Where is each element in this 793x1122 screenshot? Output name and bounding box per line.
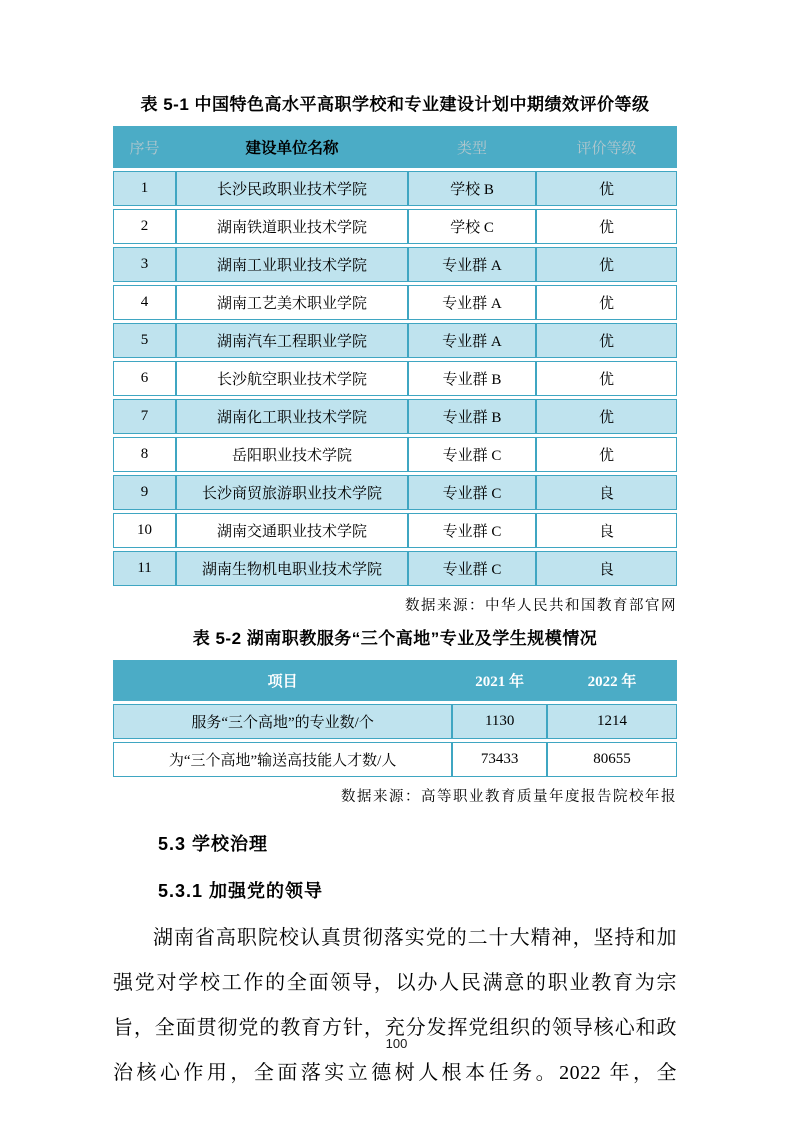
table-cell: 良: [536, 551, 677, 586]
table-cell: 湖南生物机电职业技术学院: [176, 551, 408, 586]
column-header: 评价等级: [536, 126, 677, 168]
table-cell: 专业群 B: [408, 361, 536, 396]
table-cell: 专业群 C: [408, 513, 536, 548]
table-cell: 长沙航空职业技术学院: [176, 361, 408, 396]
column-header: 2022 年: [547, 660, 677, 701]
section-heading-5-3: 5.3 学校治理: [158, 834, 269, 854]
table-cell: 8: [113, 437, 176, 472]
table-cell: 专业群 B: [408, 399, 536, 434]
table-cell: 专业群 C: [408, 475, 536, 510]
table-cell: 学校 B: [408, 171, 536, 206]
table-cell: 专业群 C: [408, 551, 536, 586]
column-header: 类型: [408, 126, 536, 168]
document-page: [113, 90, 677, 1096]
table-5-2-title: 表 5-2 湖南职教服务“三个高地”专业及学生规模情况: [192, 629, 598, 648]
table-row: [113, 323, 677, 358]
table-row: [113, 704, 677, 739]
table-row: [113, 209, 677, 244]
table-cell: 优: [536, 171, 677, 206]
table-row: [113, 513, 677, 548]
table-row: [113, 247, 677, 282]
table-cell: 优: [536, 247, 677, 282]
table-cell: 优: [536, 399, 677, 434]
table-row: [113, 399, 677, 434]
table-cell: 良: [536, 475, 677, 510]
table-cell: 1: [113, 171, 176, 206]
table-row: [113, 475, 677, 510]
table-row: [113, 285, 677, 320]
table-cell: 湖南铁道职业技术学院: [176, 209, 408, 244]
table-cell: 专业群 A: [408, 247, 536, 282]
column-header: 序号: [113, 126, 176, 168]
page-number: 100: [385, 1036, 408, 1051]
table-cell: 湖南工业职业技术学院: [176, 247, 408, 282]
table-cell: 10: [113, 513, 176, 548]
table-5-2-three-highlands-scale: [113, 657, 677, 780]
table-5-1-performance-ratings: [113, 123, 677, 589]
table-cell: 专业群 A: [408, 323, 536, 358]
table-row: [113, 361, 677, 396]
table-cell: 4: [113, 285, 176, 320]
table-row: [113, 437, 677, 472]
table-cell: 7: [113, 399, 176, 434]
table-cell: 优: [536, 437, 677, 472]
table-cell: 优: [536, 323, 677, 358]
table-cell: 1214: [547, 704, 677, 739]
table-cell: 服务“三个高地”的专业数/个: [113, 704, 452, 739]
table-cell: 优: [536, 285, 677, 320]
table-cell: 5: [113, 323, 176, 358]
table-cell: 湖南交通职业技术学院: [176, 513, 408, 548]
table-cell: 岳阳职业技术学院: [176, 437, 408, 472]
table-cell: 长沙民政职业技术学院: [176, 171, 408, 206]
table-cell: 良: [536, 513, 677, 548]
section-heading-5-3-1: 5.3.1 加强党的领导: [158, 881, 324, 901]
table-row: [113, 742, 677, 777]
table-cell: 湖南化工职业技术学院: [176, 399, 408, 434]
table-cell: 3: [113, 247, 176, 282]
table-cell: 2: [113, 209, 176, 244]
table-5-2-source-note: 数据来源：高等职业教育质量年度报告院校年报: [341, 789, 677, 805]
table-5-1-title: 表 5-1 中国特色高水平高职学校和专业建设计划中期绩效评价等级: [140, 95, 650, 114]
table-row: [113, 551, 677, 586]
table-cell: 80655: [547, 742, 677, 777]
table-cell: 9: [113, 475, 176, 510]
body-paragraph: 湖南省高职院校认真贯彻落实党的二十大精神，坚持和加强党对学校工作的全面领导，以办人民满意的职业教育为宗旨，全面贯彻党的教育方针，充分发挥党组织的领导核心和政治核心作用，全面落实立德树人根本任务。2022 年，全: [113, 927, 677, 1084]
table-header-row: [113, 660, 677, 701]
table-5-1-source-note: 数据来源：中华人民共和国教育部官网: [405, 598, 677, 614]
table-cell: 专业群 A: [408, 285, 536, 320]
table-cell: 湖南工艺美术职业学院: [176, 285, 408, 320]
table-header-row: [113, 126, 677, 168]
column-header: 建设单位名称: [176, 126, 408, 168]
table-cell: 为“三个高地”输送高技能人才数/人: [113, 742, 452, 777]
table-cell: 优: [536, 361, 677, 396]
table-cell: 优: [536, 209, 677, 244]
table-cell: 长沙商贸旅游职业技术学院: [176, 475, 408, 510]
table-cell: 湖南汽车工程职业学院: [176, 323, 408, 358]
column-header: 2021 年: [452, 660, 547, 701]
column-header: 项目: [113, 660, 452, 701]
table-cell: 学校 C: [408, 209, 536, 244]
table-cell: 6: [113, 361, 176, 396]
table-cell: 专业群 C: [408, 437, 536, 472]
table-cell: 73433: [452, 742, 547, 777]
table-row: [113, 171, 677, 206]
table-cell: 11: [113, 551, 176, 586]
table-cell: 1130: [452, 704, 547, 739]
